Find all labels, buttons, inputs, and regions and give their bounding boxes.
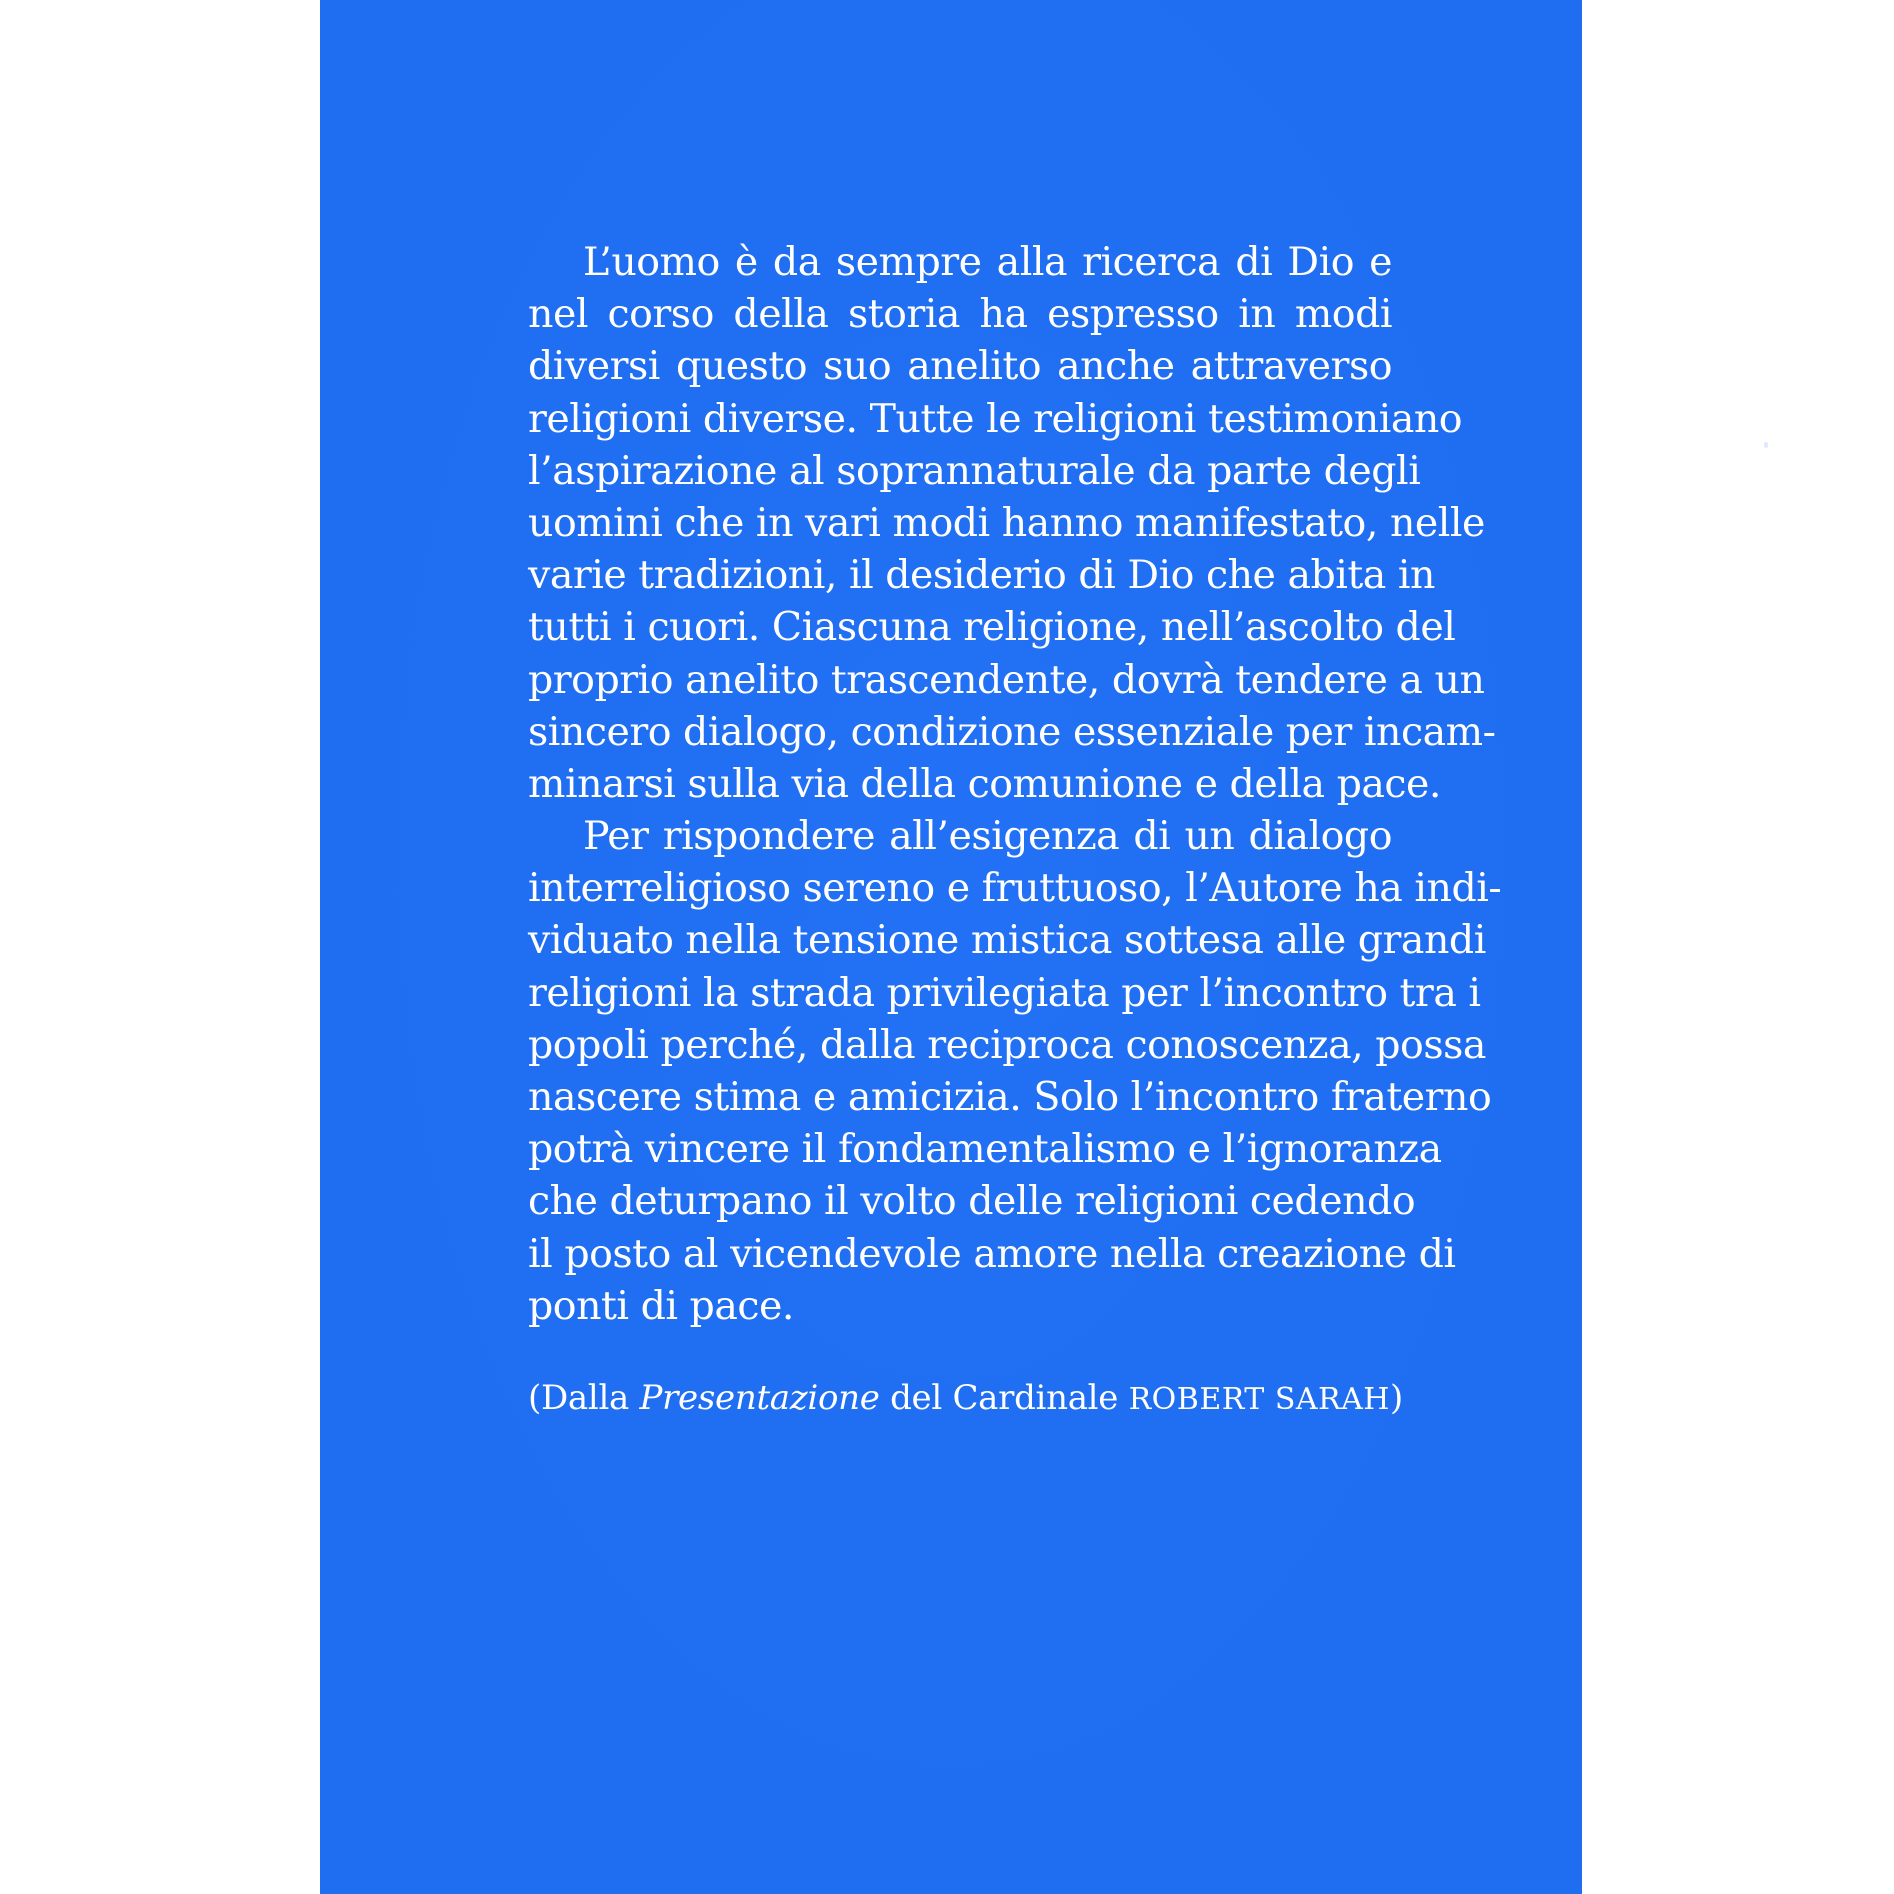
text-line: popoli perché, dalla reciproca conoscenza, possa <box>528 1021 1486 1068</box>
text-line: che deturpano il volto delle religioni cedendo <box>528 1178 1416 1225</box>
text-line: proprio anelito trascendente, dovrà tendere a un <box>528 656 1485 703</box>
paragraph-2 <box>528 810 1502 1332</box>
text-line: il posto al vicendevole amore nella creazione di <box>528 1230 1456 1277</box>
text-line: potrà vincere il fondamentalismo e l’ignoranza <box>528 1126 1442 1173</box>
text-line: interreligioso sereno e fruttuoso, l’Autore ha indi- <box>528 865 1502 912</box>
text-line: tutti i cuori. Ciascuna religione, nell’ascolto del <box>528 604 1456 651</box>
text-line: varie tradizioni, il desiderio di Dio che abita in <box>528 552 1435 599</box>
text-line: l’aspirazione al soprannaturale da parte degli <box>528 447 1421 494</box>
attribution-work: Presentazione <box>639 1378 880 1418</box>
text-line: diversi questo suo anelito anche attraverso <box>528 343 1392 390</box>
text-line: Per rispondere all’esigenza di un dialogo <box>583 813 1392 860</box>
paragraph-1 <box>528 236 1496 810</box>
text-line: minarsi sulla via della comunione e della pace. <box>528 760 1441 807</box>
text-line: uomini che in vari modi hanno manifestato, nelle <box>528 499 1485 546</box>
text-line: religioni la strada privilegiata per l’incontro tra i <box>528 969 1481 1016</box>
text-line: viduato nella tensione mistica sottesa alle grandi <box>528 917 1486 964</box>
attribution <box>528 1378 1403 1418</box>
text-line: nascere stima e amicizia. Solo l’incontro fraterno <box>528 1074 1492 1120</box>
text-line: religioni diverse. Tutte le religioni testimoniano <box>528 395 1463 442</box>
text-line: sincero dialogo, condizione essenziale per incam- <box>528 708 1496 755</box>
attribution-author: ROBERT SARAH <box>1128 1382 1390 1417</box>
attribution-close: ) <box>1389 1378 1403 1418</box>
print-speck <box>1764 442 1768 448</box>
text-line: ponti di pace. <box>528 1282 794 1329</box>
attribution-open: (Dalla <box>528 1378 640 1418</box>
text-line: nel corso della storia ha espresso in modi <box>528 291 1392 338</box>
blurb-text <box>528 236 1502 1332</box>
text-line: L’uomo è da sempre alla ricerca di Dio e <box>583 239 1392 285</box>
attribution-middle: del Cardinale <box>879 1378 1129 1418</box>
